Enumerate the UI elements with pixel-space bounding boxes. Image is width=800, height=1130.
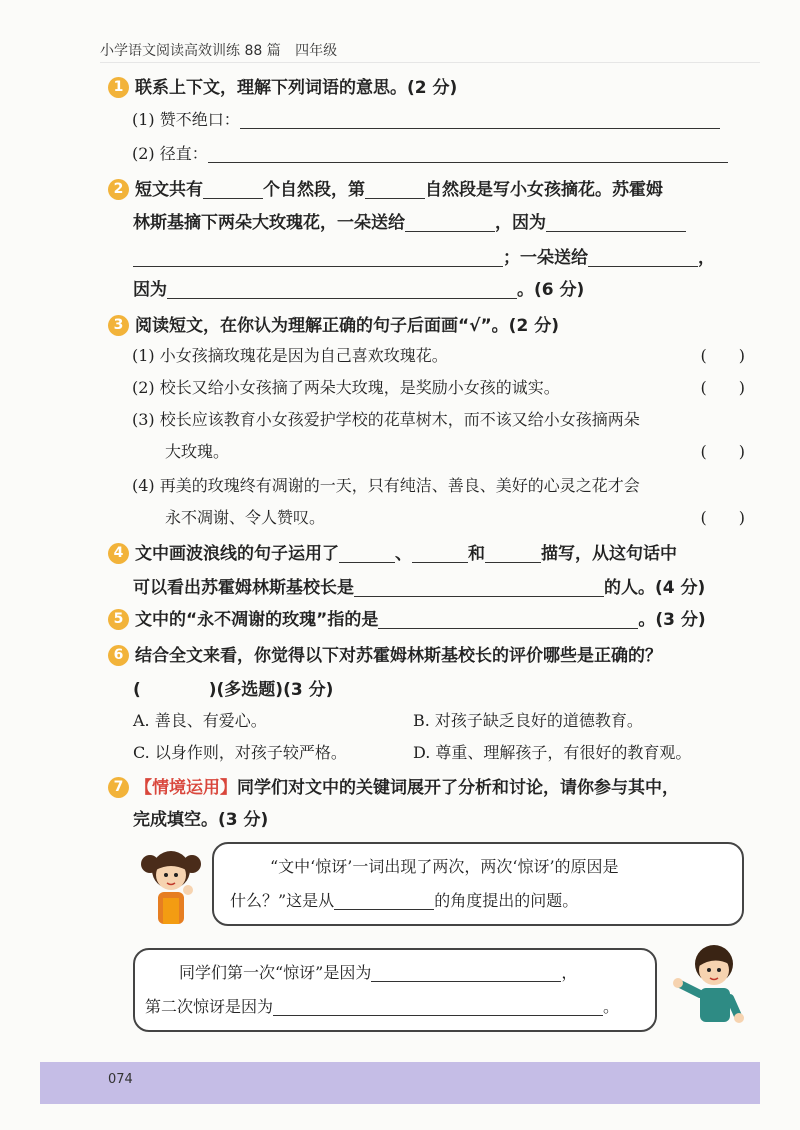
header-divider — [100, 62, 760, 63]
bubble-text: 的角度提出的问题。 — [434, 891, 579, 910]
q3-item-3 — [132, 404, 745, 436]
answer-blank[interactable] — [378, 610, 638, 629]
bubble-line-2 — [230, 884, 578, 918]
q1-item-2 — [132, 138, 745, 170]
situation-tag: 【情境运用】 — [135, 778, 237, 798]
answer-blank[interactable] — [412, 544, 468, 563]
question-6 — [108, 638, 748, 674]
q3-item-1 — [132, 340, 745, 372]
question-2 — [108, 172, 748, 208]
question-text: 因为 — [133, 280, 167, 300]
answer-blank[interactable] — [133, 248, 503, 267]
question-text: 描写，从这句话中 — [541, 544, 677, 564]
question-2-line-2 — [133, 205, 748, 241]
question-number-badge: 2 — [108, 179, 129, 200]
answer-blank[interactable] — [273, 997, 603, 1016]
question-number-badge: 5 — [108, 609, 129, 630]
book-title: 小学语文阅读高效训练 88 篇 — [100, 43, 281, 59]
question-text: 文中画波浪线的句子运用了 — [135, 544, 339, 564]
answer-blank[interactable] — [334, 891, 434, 910]
option-d[interactable]: D. 尊重、理解孩子，有很好的教育观。 — [413, 743, 692, 762]
answer-blank[interactable] — [365, 180, 425, 199]
speech-bubble-boy — [133, 948, 657, 1032]
item-label: (1) 赞不绝口： — [132, 110, 240, 129]
question-text: 结合全文来看，你觉得以下对苏霍姆林斯基校长的评价哪些是正确的？ — [135, 646, 662, 666]
item-text: (3) 校长应该教育小女孩爱护学校的花草树木，而不该又给小女孩摘两朵 — [132, 410, 640, 429]
question-text: ，因为 — [495, 213, 546, 233]
boy-illustration — [672, 938, 752, 1038]
bubble-line-2 — [145, 990, 619, 1024]
question-5 — [108, 602, 748, 638]
question-text: 。(3 分) — [638, 610, 706, 630]
item-text: (2) 校长又给小女孩摘了两朵大玫瑰，是奖励小女孩的诚实。 — [132, 378, 560, 397]
q3-item-2 — [132, 372, 745, 404]
question-2-line-4 — [133, 272, 748, 308]
answer-blank[interactable] — [167, 280, 517, 299]
q1-item-1 — [132, 104, 745, 136]
question-text: 短文共有 — [135, 180, 203, 200]
question-text: 林斯基摘下两朵大玫瑰花，一朵送给 — [133, 213, 405, 233]
q3-item-4 — [132, 470, 745, 502]
answer-blank[interactable] — [240, 110, 720, 129]
question-text: 可以看出苏霍姆林斯基校长是 — [133, 578, 354, 598]
answer-blank[interactable] — [203, 180, 263, 199]
q3-item-3-cont — [165, 436, 745, 468]
item-text: (1) 小女孩摘玫瑰花是因为自己喜欢玫瑰花。 — [132, 346, 448, 365]
bubble-text: 。 — [603, 997, 620, 1016]
answer-parentheses[interactable]: ( ) — [700, 346, 745, 365]
bubble-text: ， — [561, 963, 578, 982]
item-label: (2) 径直： — [132, 144, 208, 163]
question-7-line-2 — [133, 802, 748, 838]
question-text: 的人。(4 分) — [604, 578, 706, 598]
girl-illustration — [136, 842, 206, 932]
question-text: 和 — [468, 544, 485, 564]
question-text: 个自然段，第 — [263, 180, 365, 200]
option-b[interactable]: B. 对孩子缺乏良好的道德教育。 — [413, 711, 643, 730]
question-text: 、 — [395, 544, 412, 564]
question-text: 同学们对文中的关键词展开了分析和讨论，请你参与其中， — [237, 778, 679, 798]
answer-blank[interactable] — [588, 248, 698, 267]
answer-blank[interactable] — [208, 144, 728, 163]
question-number-badge: 6 — [108, 645, 129, 666]
answer-blank[interactable] — [371, 963, 561, 982]
question-text: 阅读短文，在你认为理解正确的句子后面画“√”。(2 分) — [135, 316, 559, 336]
question-3 — [108, 308, 748, 344]
question-number-badge: 3 — [108, 315, 129, 336]
question-6-answer — [133, 672, 748, 708]
item-text: 大玫瑰。 — [165, 442, 230, 461]
answer-parentheses[interactable]: ( ) — [700, 378, 745, 397]
option-a[interactable]: A. 善良、有爱心。 — [133, 711, 267, 730]
question-number-badge: 1 — [108, 77, 129, 98]
question-4-line-2 — [133, 570, 748, 606]
question-text: ， — [698, 248, 715, 268]
answer-parentheses[interactable]: ( ) — [700, 442, 745, 461]
bubble-text: 第二次惊讶是因为 — [145, 997, 274, 1016]
grade-label: 四年级 — [295, 43, 338, 59]
item-text: (4) 再美的玫瑰终有凋谢的一天，只有纯洁、善良、美好的心灵之花才会 — [132, 476, 640, 495]
bubble-text: 同学们第一次“惊讶”是因为 — [179, 963, 372, 982]
page-footer-band — [40, 1062, 760, 1104]
question-number-badge: 7 — [108, 777, 129, 798]
answer-blank[interactable] — [339, 544, 395, 563]
question-7 — [108, 770, 748, 806]
speech-bubble-girl — [212, 842, 744, 926]
question-text: 。(6 分) — [517, 280, 585, 300]
q3-item-4-cont — [165, 502, 745, 534]
page-header — [100, 40, 347, 60]
bubble-line-1: “文中‘惊讶’一词出现了两次，两次‘惊讶’的原因是 — [270, 857, 619, 876]
question-1 — [108, 70, 748, 106]
answer-blank[interactable] — [485, 544, 541, 563]
answer-parentheses[interactable]: ( ) — [700, 508, 745, 527]
bubble-line-1 — [179, 956, 577, 990]
question-text: 自然段是写小女孩摘花。苏霍姆 — [425, 180, 663, 200]
question-2-line-3 — [133, 240, 748, 276]
option-c[interactable]: C. 以身作则，对孩子较严格。 — [133, 743, 347, 762]
question-text: ；一朵送给 — [503, 248, 588, 268]
answer-blank[interactable] — [546, 213, 686, 232]
answer-blank[interactable] — [405, 213, 495, 232]
answer-blank[interactable] — [354, 578, 604, 597]
question-number-badge: 4 — [108, 543, 129, 564]
question-4 — [108, 536, 748, 572]
question-text: 联系上下文，理解下列词语的意思。(2 分) — [135, 78, 458, 98]
question-text: 完成填空。(3 分) — [133, 810, 269, 830]
page-number: 074 — [108, 1072, 133, 1087]
bubble-text: 什么？”这是从 — [230, 891, 335, 910]
answer-parentheses[interactable]: ( )(多选题)(3 分) — [133, 680, 334, 700]
item-text: 永不凋谢、令人赞叹。 — [165, 508, 326, 527]
question-text: 文中的“永不凋谢的玫瑰”指的是 — [135, 610, 379, 630]
